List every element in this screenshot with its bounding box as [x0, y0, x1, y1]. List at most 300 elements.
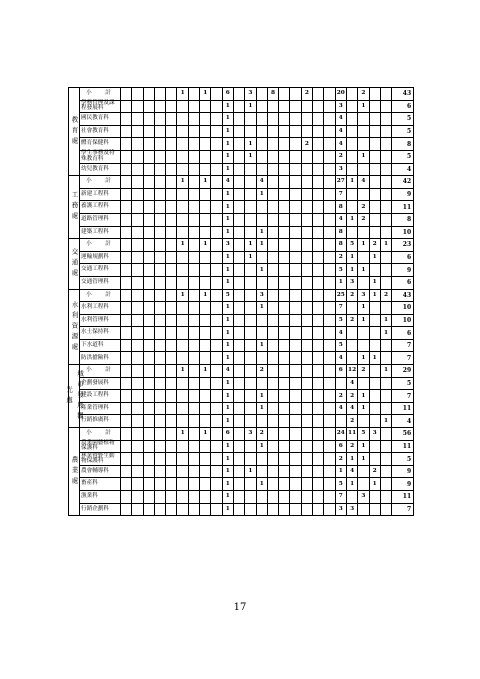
count-cell	[245, 125, 256, 138]
count-cell	[369, 415, 380, 428]
count-cell	[256, 213, 267, 226]
count-cell	[380, 465, 391, 478]
count-cell	[245, 339, 256, 352]
count-cell	[154, 302, 165, 315]
count-cell	[313, 289, 324, 302]
count-cell	[267, 428, 278, 441]
count-cell	[132, 113, 143, 126]
count-cell	[324, 239, 335, 252]
count-cell	[121, 352, 132, 365]
table-row	[69, 226, 414, 239]
count-cell	[335, 415, 346, 428]
count-cell	[132, 276, 143, 289]
count-cell: 2	[256, 365, 267, 378]
count-cell	[233, 453, 244, 466]
count-cell	[279, 390, 290, 403]
count-cell	[335, 377, 346, 390]
table-row	[69, 302, 414, 315]
count-cell: 2	[369, 239, 380, 252]
count-cell: 1	[177, 176, 188, 189]
count-cell	[166, 352, 177, 365]
count-cell	[279, 138, 290, 151]
count-cell: 1	[222, 377, 233, 390]
count-cell	[358, 138, 369, 151]
count-cell	[177, 314, 188, 327]
count-cell: 8	[267, 88, 278, 101]
page-number: 17	[233, 602, 247, 613]
count-cell	[380, 264, 391, 277]
count-cell	[346, 327, 357, 340]
table-row	[69, 415, 414, 428]
count-cell	[245, 163, 256, 176]
count-cell	[143, 302, 154, 315]
count-cell: 1	[222, 390, 233, 403]
count-cell: 7	[335, 302, 346, 315]
count-cell	[132, 465, 143, 478]
count-cell	[346, 138, 357, 151]
count-cell	[233, 125, 244, 138]
count-cell	[211, 390, 222, 403]
count-cell: 4	[256, 176, 267, 189]
count-cell	[166, 503, 177, 516]
count-cell	[233, 365, 244, 378]
section-name: 建設工程科	[80, 390, 121, 403]
count-cell	[154, 213, 165, 226]
count-cell	[358, 251, 369, 264]
count-cell	[279, 201, 290, 214]
count-cell	[313, 264, 324, 277]
count-cell	[369, 138, 380, 151]
count-cell: 2	[358, 88, 369, 101]
count-cell	[267, 163, 278, 176]
section-name: 畜產科	[80, 478, 121, 491]
count-cell	[211, 377, 222, 390]
count-cell	[154, 201, 165, 214]
count-cell	[188, 113, 199, 126]
count-cell	[324, 113, 335, 126]
count-cell: 6	[335, 440, 346, 453]
count-cell: 1	[369, 478, 380, 491]
count-cell	[256, 100, 267, 113]
count-cell: 1	[177, 289, 188, 302]
count-cell: 1	[222, 440, 233, 453]
count-cell	[279, 453, 290, 466]
section-name: 水利管理科	[80, 314, 121, 327]
row-total: 42	[392, 176, 414, 189]
count-cell	[290, 339, 301, 352]
count-cell	[301, 113, 312, 126]
count-cell: 1	[222, 163, 233, 176]
count-cell	[211, 100, 222, 113]
row-total: 5	[392, 150, 414, 163]
count-cell	[290, 125, 301, 138]
count-cell	[143, 276, 154, 289]
count-cell	[154, 440, 165, 453]
count-cell: 1	[358, 302, 369, 315]
count-cell: 1	[256, 188, 267, 201]
count-cell	[279, 163, 290, 176]
count-cell	[245, 352, 256, 365]
table-row	[69, 251, 414, 264]
count-cell	[188, 440, 199, 453]
row-total: 9	[392, 478, 414, 491]
count-cell	[177, 465, 188, 478]
count-cell	[324, 491, 335, 504]
count-cell	[166, 201, 177, 214]
count-cell	[380, 453, 391, 466]
count-cell	[143, 352, 154, 365]
count-cell	[200, 453, 211, 466]
count-cell	[132, 352, 143, 365]
count-cell	[154, 188, 165, 201]
count-cell	[324, 390, 335, 403]
count-cell	[313, 113, 324, 126]
row-total: 6	[392, 327, 414, 340]
count-cell: 1	[222, 188, 233, 201]
count-cell	[132, 402, 143, 415]
count-cell	[143, 150, 154, 163]
count-cell	[143, 264, 154, 277]
count-cell	[313, 239, 324, 252]
count-cell: 3	[245, 88, 256, 101]
count-cell	[245, 264, 256, 277]
section-name: 水土保持科	[80, 327, 121, 340]
table-row	[69, 188, 414, 201]
count-cell	[132, 226, 143, 239]
count-cell: 2	[369, 465, 380, 478]
count-cell	[267, 226, 278, 239]
count-cell	[301, 239, 312, 252]
count-cell: 2	[335, 251, 346, 264]
count-cell	[267, 150, 278, 163]
count-cell	[166, 226, 177, 239]
count-cell	[369, 163, 380, 176]
count-cell	[166, 491, 177, 504]
count-cell	[313, 88, 324, 101]
count-cell	[313, 138, 324, 151]
count-cell: 5	[335, 478, 346, 491]
count-cell: 2	[358, 365, 369, 378]
count-cell: 1	[222, 402, 233, 415]
count-cell	[121, 440, 132, 453]
count-cell	[200, 314, 211, 327]
count-cell	[200, 339, 211, 352]
count-cell	[267, 264, 278, 277]
count-cell	[267, 491, 278, 504]
count-cell	[301, 125, 312, 138]
count-cell	[233, 352, 244, 365]
count-cell	[121, 503, 132, 516]
count-cell	[154, 276, 165, 289]
count-cell	[121, 302, 132, 315]
count-cell: 5	[358, 428, 369, 441]
count-cell	[233, 402, 244, 415]
count-cell	[369, 491, 380, 504]
table-row	[69, 100, 414, 113]
count-cell	[256, 150, 267, 163]
count-cell	[290, 264, 301, 277]
row-total: 8	[392, 213, 414, 226]
section-name: 行銷企劃科	[80, 503, 121, 516]
count-cell	[132, 302, 143, 315]
count-cell: 1	[222, 453, 233, 466]
row-total: 10	[392, 314, 414, 327]
count-cell	[200, 377, 211, 390]
count-cell	[166, 100, 177, 113]
count-cell	[154, 390, 165, 403]
count-cell: 3	[335, 100, 346, 113]
count-cell	[154, 415, 165, 428]
count-cell: 5	[335, 339, 346, 352]
count-cell	[211, 327, 222, 340]
count-cell	[346, 226, 357, 239]
count-cell: 5	[346, 239, 357, 252]
count-cell	[233, 440, 244, 453]
count-cell	[369, 100, 380, 113]
count-cell	[177, 339, 188, 352]
count-cell	[177, 201, 188, 214]
count-cell	[132, 365, 143, 378]
count-cell	[256, 113, 267, 126]
count-cell	[211, 138, 222, 151]
count-cell: 4	[335, 213, 346, 226]
count-cell	[380, 88, 391, 101]
count-cell	[233, 491, 244, 504]
count-cell	[279, 125, 290, 138]
count-cell	[211, 150, 222, 163]
count-cell	[256, 138, 267, 151]
count-cell	[346, 339, 357, 352]
count-cell	[245, 327, 256, 340]
count-cell: 2	[358, 201, 369, 214]
count-cell: 1	[256, 390, 267, 403]
count-cell	[143, 213, 154, 226]
count-cell: 20	[335, 88, 346, 101]
count-cell	[177, 402, 188, 415]
count-cell: 2	[256, 428, 267, 441]
row-total: 5	[392, 377, 414, 390]
count-cell	[143, 390, 154, 403]
count-cell	[233, 251, 244, 264]
section-name: 農會輔導科	[80, 465, 121, 478]
count-cell	[211, 503, 222, 516]
count-cell	[380, 213, 391, 226]
count-cell	[380, 390, 391, 403]
count-cell	[301, 365, 312, 378]
count-cell	[346, 163, 357, 176]
count-cell	[121, 365, 132, 378]
count-cell: 8	[335, 239, 346, 252]
count-cell	[313, 251, 324, 264]
count-cell	[313, 150, 324, 163]
count-cell: 1	[177, 88, 188, 101]
count-cell	[380, 251, 391, 264]
count-cell	[380, 125, 391, 138]
count-cell	[233, 314, 244, 327]
count-cell: 25	[335, 289, 346, 302]
department-label: 工務處	[69, 176, 80, 239]
section-name: 林業暨野生動物保護科	[80, 453, 121, 466]
row-total: 7	[392, 352, 414, 365]
count-cell	[132, 491, 143, 504]
count-cell	[301, 503, 312, 516]
count-cell	[143, 226, 154, 239]
table-row	[69, 314, 414, 327]
count-cell	[233, 138, 244, 151]
row-total: 4	[392, 163, 414, 176]
count-cell	[267, 302, 278, 315]
count-cell	[358, 125, 369, 138]
count-cell: 1	[346, 176, 357, 189]
count-cell	[313, 176, 324, 189]
count-cell	[301, 402, 312, 415]
count-cell	[166, 377, 177, 390]
count-cell	[290, 276, 301, 289]
count-cell	[324, 428, 335, 441]
count-cell	[301, 302, 312, 315]
count-cell	[188, 352, 199, 365]
count-cell	[233, 163, 244, 176]
count-cell	[233, 213, 244, 226]
row-total: 11	[392, 440, 414, 453]
count-cell	[233, 188, 244, 201]
count-cell	[369, 113, 380, 126]
count-cell	[166, 327, 177, 340]
count-cell	[143, 88, 154, 101]
count-cell	[188, 365, 199, 378]
count-cell	[188, 377, 199, 390]
count-cell	[313, 390, 324, 403]
count-cell: 1	[200, 428, 211, 441]
count-cell	[313, 428, 324, 441]
section-name: 幼兒教育科	[80, 163, 121, 176]
count-cell	[121, 478, 132, 491]
count-cell	[267, 415, 278, 428]
count-cell	[279, 352, 290, 365]
count-cell	[166, 453, 177, 466]
count-cell	[143, 415, 154, 428]
count-cell: 1	[222, 226, 233, 239]
count-cell	[290, 176, 301, 189]
count-cell	[188, 478, 199, 491]
count-cell	[279, 327, 290, 340]
count-cell	[301, 264, 312, 277]
count-cell	[166, 390, 177, 403]
count-cell	[301, 314, 312, 327]
count-cell	[132, 150, 143, 163]
count-cell	[279, 377, 290, 390]
count-cell	[358, 276, 369, 289]
count-cell	[154, 226, 165, 239]
count-cell	[290, 150, 301, 163]
count-cell	[211, 226, 222, 239]
count-cell: 6	[222, 428, 233, 441]
count-cell	[369, 377, 380, 390]
count-cell	[177, 453, 188, 466]
count-cell	[301, 100, 312, 113]
count-cell	[279, 88, 290, 101]
section-name: 社會教育科	[80, 125, 121, 138]
count-cell	[290, 100, 301, 113]
count-cell	[154, 289, 165, 302]
count-cell	[256, 314, 267, 327]
count-cell: 3	[335, 163, 346, 176]
count-cell	[200, 226, 211, 239]
subtotal-label: 小 計	[80, 239, 121, 252]
row-total: 6	[392, 276, 414, 289]
count-cell	[200, 150, 211, 163]
count-cell	[154, 491, 165, 504]
count-cell	[256, 163, 267, 176]
count-cell	[132, 314, 143, 327]
count-cell	[132, 125, 143, 138]
count-cell	[324, 503, 335, 516]
count-cell	[143, 201, 154, 214]
count-cell	[324, 213, 335, 226]
count-cell	[121, 390, 132, 403]
count-cell: 1	[380, 365, 391, 378]
count-cell	[200, 478, 211, 491]
count-cell	[279, 264, 290, 277]
count-cell	[154, 453, 165, 466]
count-cell: 1	[346, 213, 357, 226]
count-cell	[313, 100, 324, 113]
count-cell: 3	[358, 289, 369, 302]
count-cell: 1	[177, 239, 188, 252]
count-cell	[166, 402, 177, 415]
department-label: 交通處	[69, 239, 80, 289]
count-cell: 1	[222, 478, 233, 491]
count-cell	[233, 390, 244, 403]
count-cell	[166, 302, 177, 315]
count-cell	[324, 125, 335, 138]
count-cell	[143, 402, 154, 415]
count-cell	[324, 138, 335, 151]
count-cell	[177, 302, 188, 315]
count-cell	[256, 251, 267, 264]
row-total: 10	[392, 302, 414, 315]
count-cell	[301, 465, 312, 478]
count-cell	[267, 453, 278, 466]
row-total: 29	[392, 365, 414, 378]
count-cell	[369, 176, 380, 189]
count-cell	[279, 100, 290, 113]
count-cell	[188, 176, 199, 189]
count-cell	[279, 113, 290, 126]
count-cell	[233, 465, 244, 478]
table-row	[69, 88, 414, 101]
count-cell	[211, 276, 222, 289]
count-cell	[154, 428, 165, 441]
count-cell	[188, 302, 199, 315]
table-row	[69, 213, 414, 226]
section-name: 道路管理科	[80, 213, 121, 226]
count-cell: 1	[245, 150, 256, 163]
count-cell	[380, 440, 391, 453]
count-cell	[324, 163, 335, 176]
count-cell	[188, 402, 199, 415]
count-cell	[267, 339, 278, 352]
row-total: 11	[392, 402, 414, 415]
count-cell	[380, 163, 391, 176]
count-cell: 1	[200, 365, 211, 378]
count-cell	[166, 213, 177, 226]
count-cell	[245, 188, 256, 201]
count-cell	[154, 125, 165, 138]
count-cell	[324, 415, 335, 428]
count-cell: 4	[335, 327, 346, 340]
count-cell: 1	[369, 352, 380, 365]
